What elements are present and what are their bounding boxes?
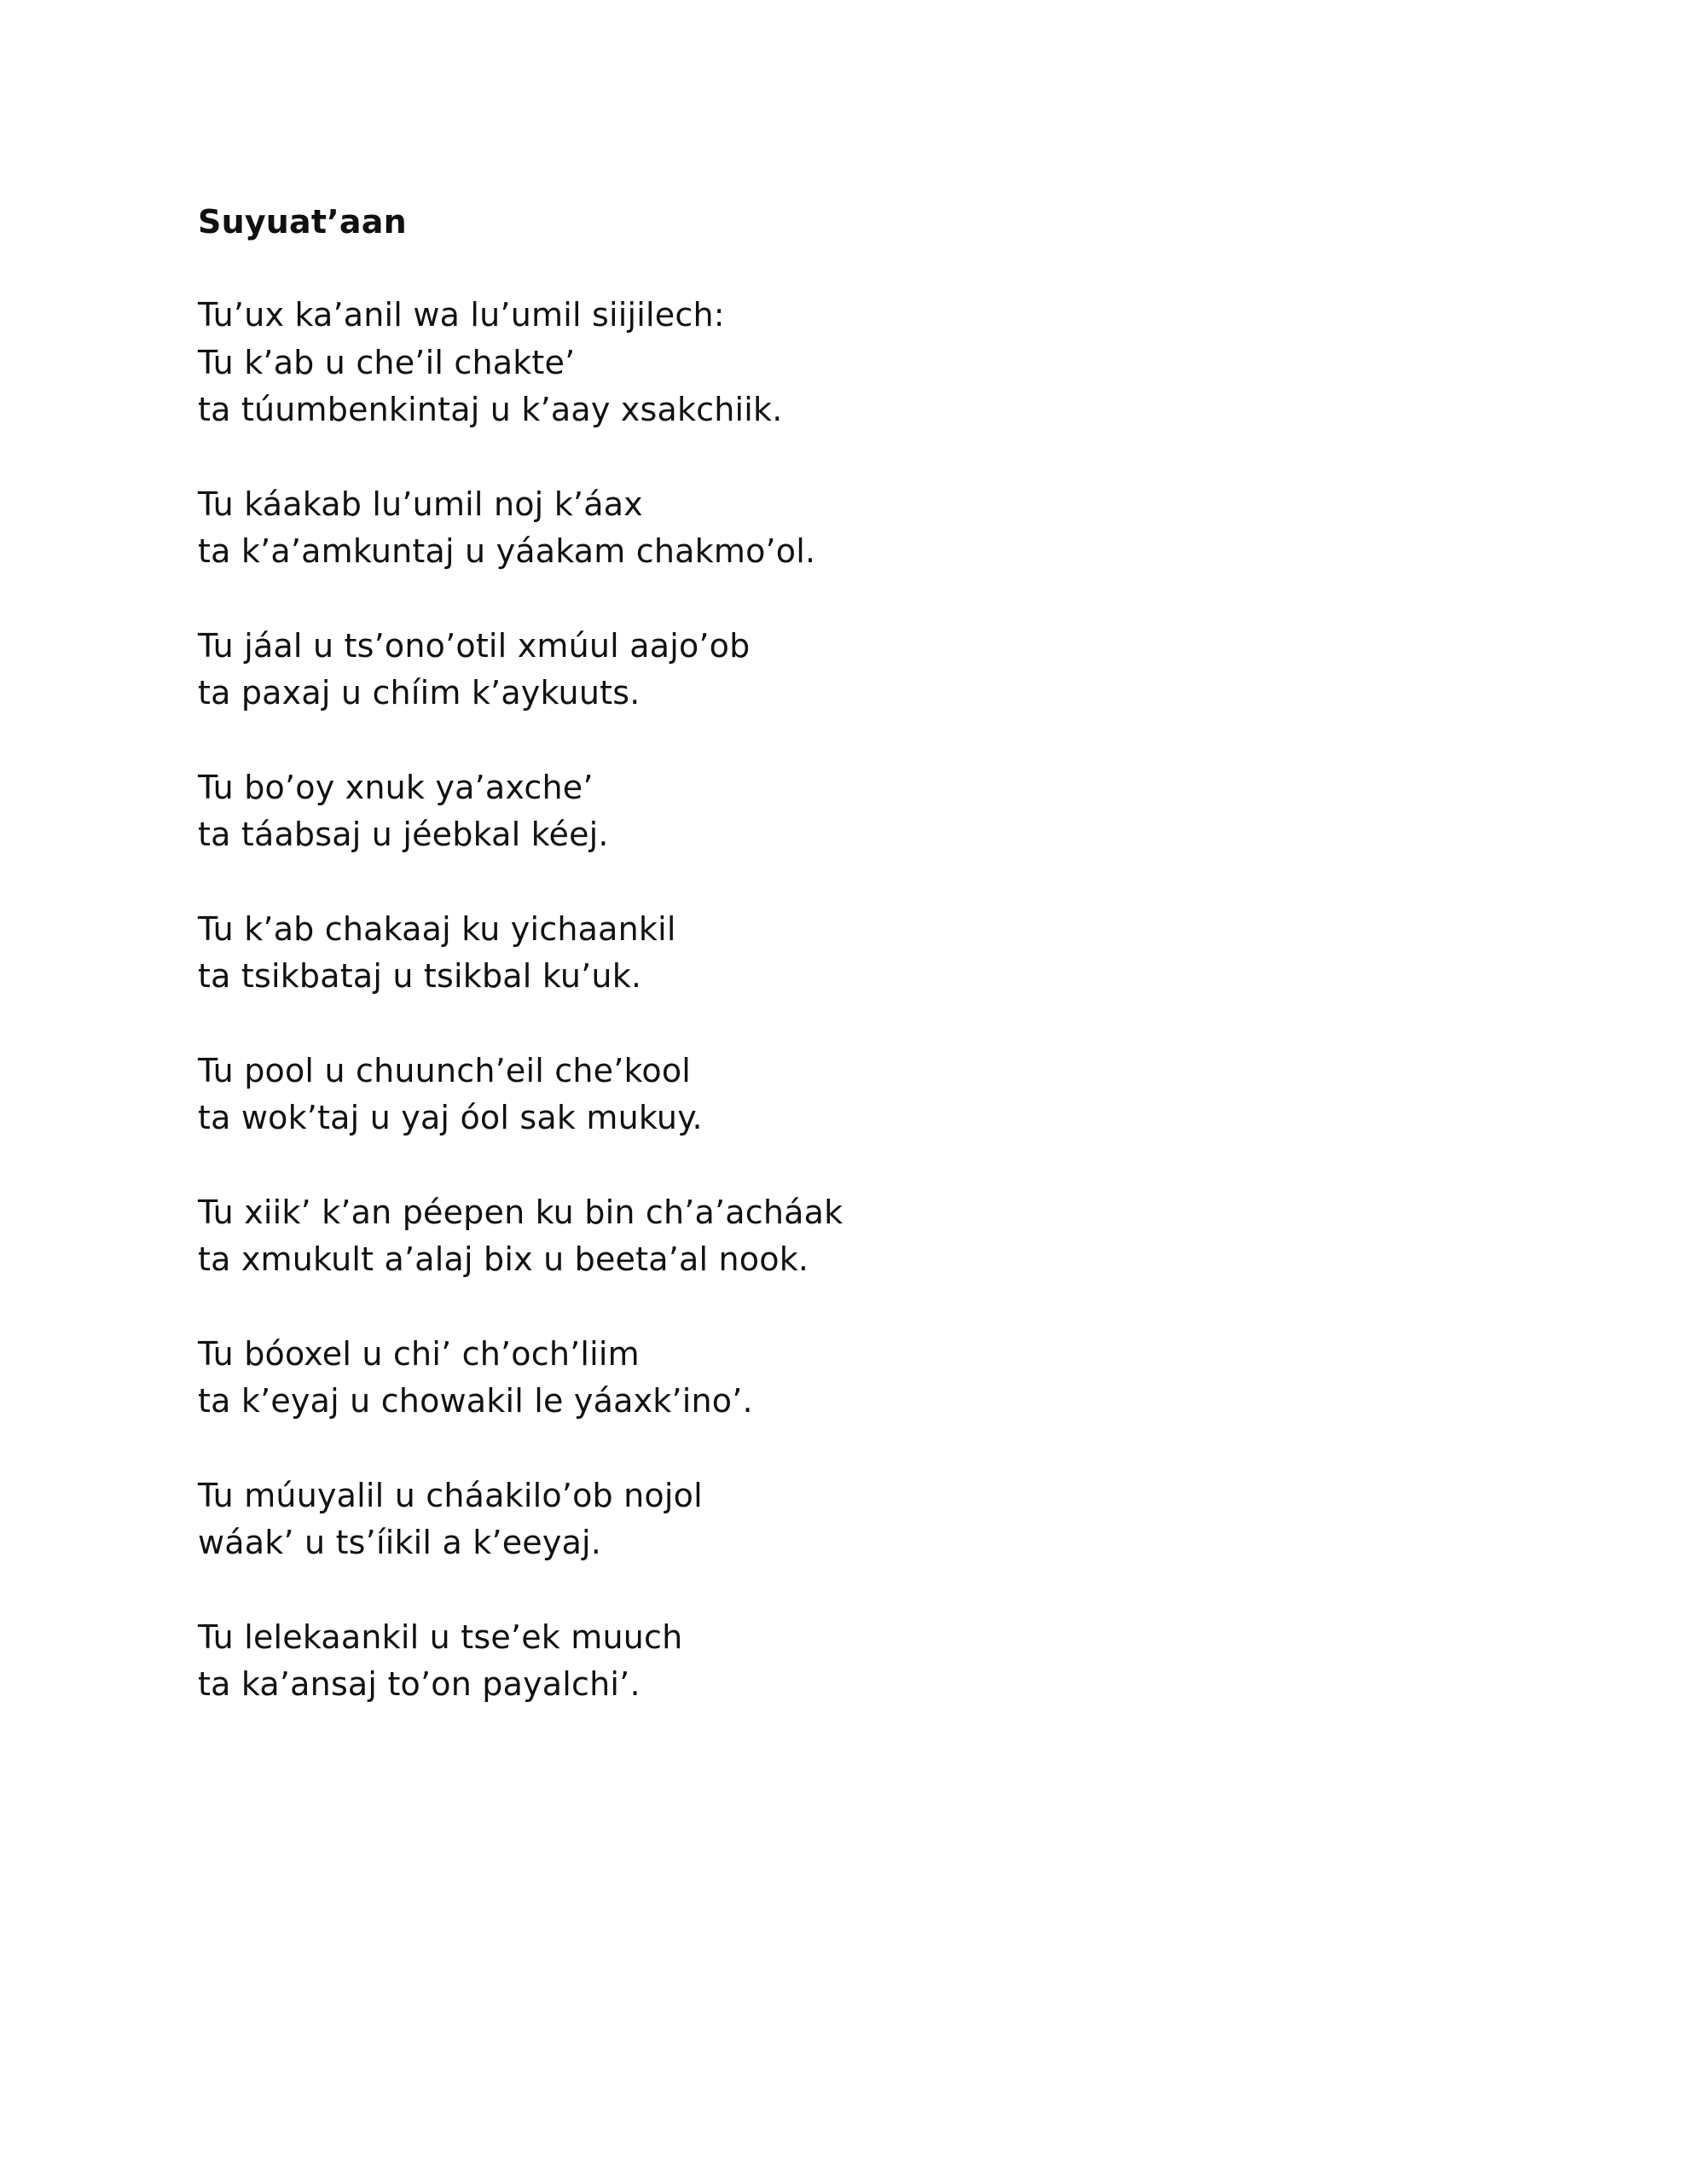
stanza-6 xyxy=(198,1048,1477,1142)
poem-line: Tu lelekaankil u tse’ek muuch xyxy=(198,1618,683,1656)
poem-line: Tu káakab lu’umil noj k’áax xyxy=(198,485,643,523)
poem-title: Suyuat’aan xyxy=(198,203,407,241)
poem-line: ta xmukult a’alaj bix u beeta’al nook. xyxy=(198,1240,809,1278)
poem-line: Tu xiik’ k’an péepen ku bin ch’a’acháak xyxy=(198,1193,844,1231)
poem-line: ta ka’ansaj to’on payalchi’. xyxy=(198,1665,641,1703)
stanza-1 xyxy=(198,292,1477,434)
poem-line: ta wok’taj u yaj óol sak mukuy. xyxy=(198,1099,703,1136)
poem-stanzas xyxy=(198,292,1477,1709)
poem-line: Tu jáal u ts’ono’otil xmúul aajo’ob xyxy=(198,626,751,665)
poem-line: ta paxaj u chíim k’aykuuts. xyxy=(198,674,641,712)
stanza-4 xyxy=(198,764,1477,859)
poem-line: Tu k’ab chakaaj ku yichaankil xyxy=(198,909,676,948)
stanza-10 xyxy=(198,1614,1477,1709)
stanza-2 xyxy=(198,481,1477,576)
poem-line: Tu pool u chuunch’eil che’kool xyxy=(198,1051,692,1089)
poem-line: Tu bóoxel u chi’ ch’och’liim xyxy=(198,1334,640,1373)
stanza-9 xyxy=(198,1472,1477,1567)
stanza-8 xyxy=(198,1331,1477,1426)
poem-line: ta táabsaj u jéebkal kéej. xyxy=(198,816,609,853)
poem-line: Tu’ux ka’anil wa lu’umil siijilech: xyxy=(198,296,725,334)
poem-line: ta tsikbataj u tsikbal ku’uk. xyxy=(198,957,642,995)
poem-line: Tu múuyalil u cháakilo’ob nojol xyxy=(198,1476,703,1514)
stanza-5 xyxy=(198,906,1477,1001)
poem-line: wáak’ u ts’íikil a k’eeyaj. xyxy=(198,1524,602,1561)
poem-line: Tu bo’oy xnuk ya’axche’ xyxy=(198,768,594,806)
poem xyxy=(198,198,1477,1756)
stanza-3 xyxy=(198,623,1477,717)
poem-line: ta k’a’amkuntaj u yáakam chakmo’ol. xyxy=(198,532,816,570)
poem-line: ta k’eyaj u chowakil le yáaxk’ino’. xyxy=(198,1382,753,1420)
poem-line: Tu k’ab u che’il chakte’ xyxy=(198,343,576,381)
stanza-7 xyxy=(198,1189,1477,1284)
poem-line: ta túumbenkintaj u k’aay xsakchiik. xyxy=(198,391,783,428)
